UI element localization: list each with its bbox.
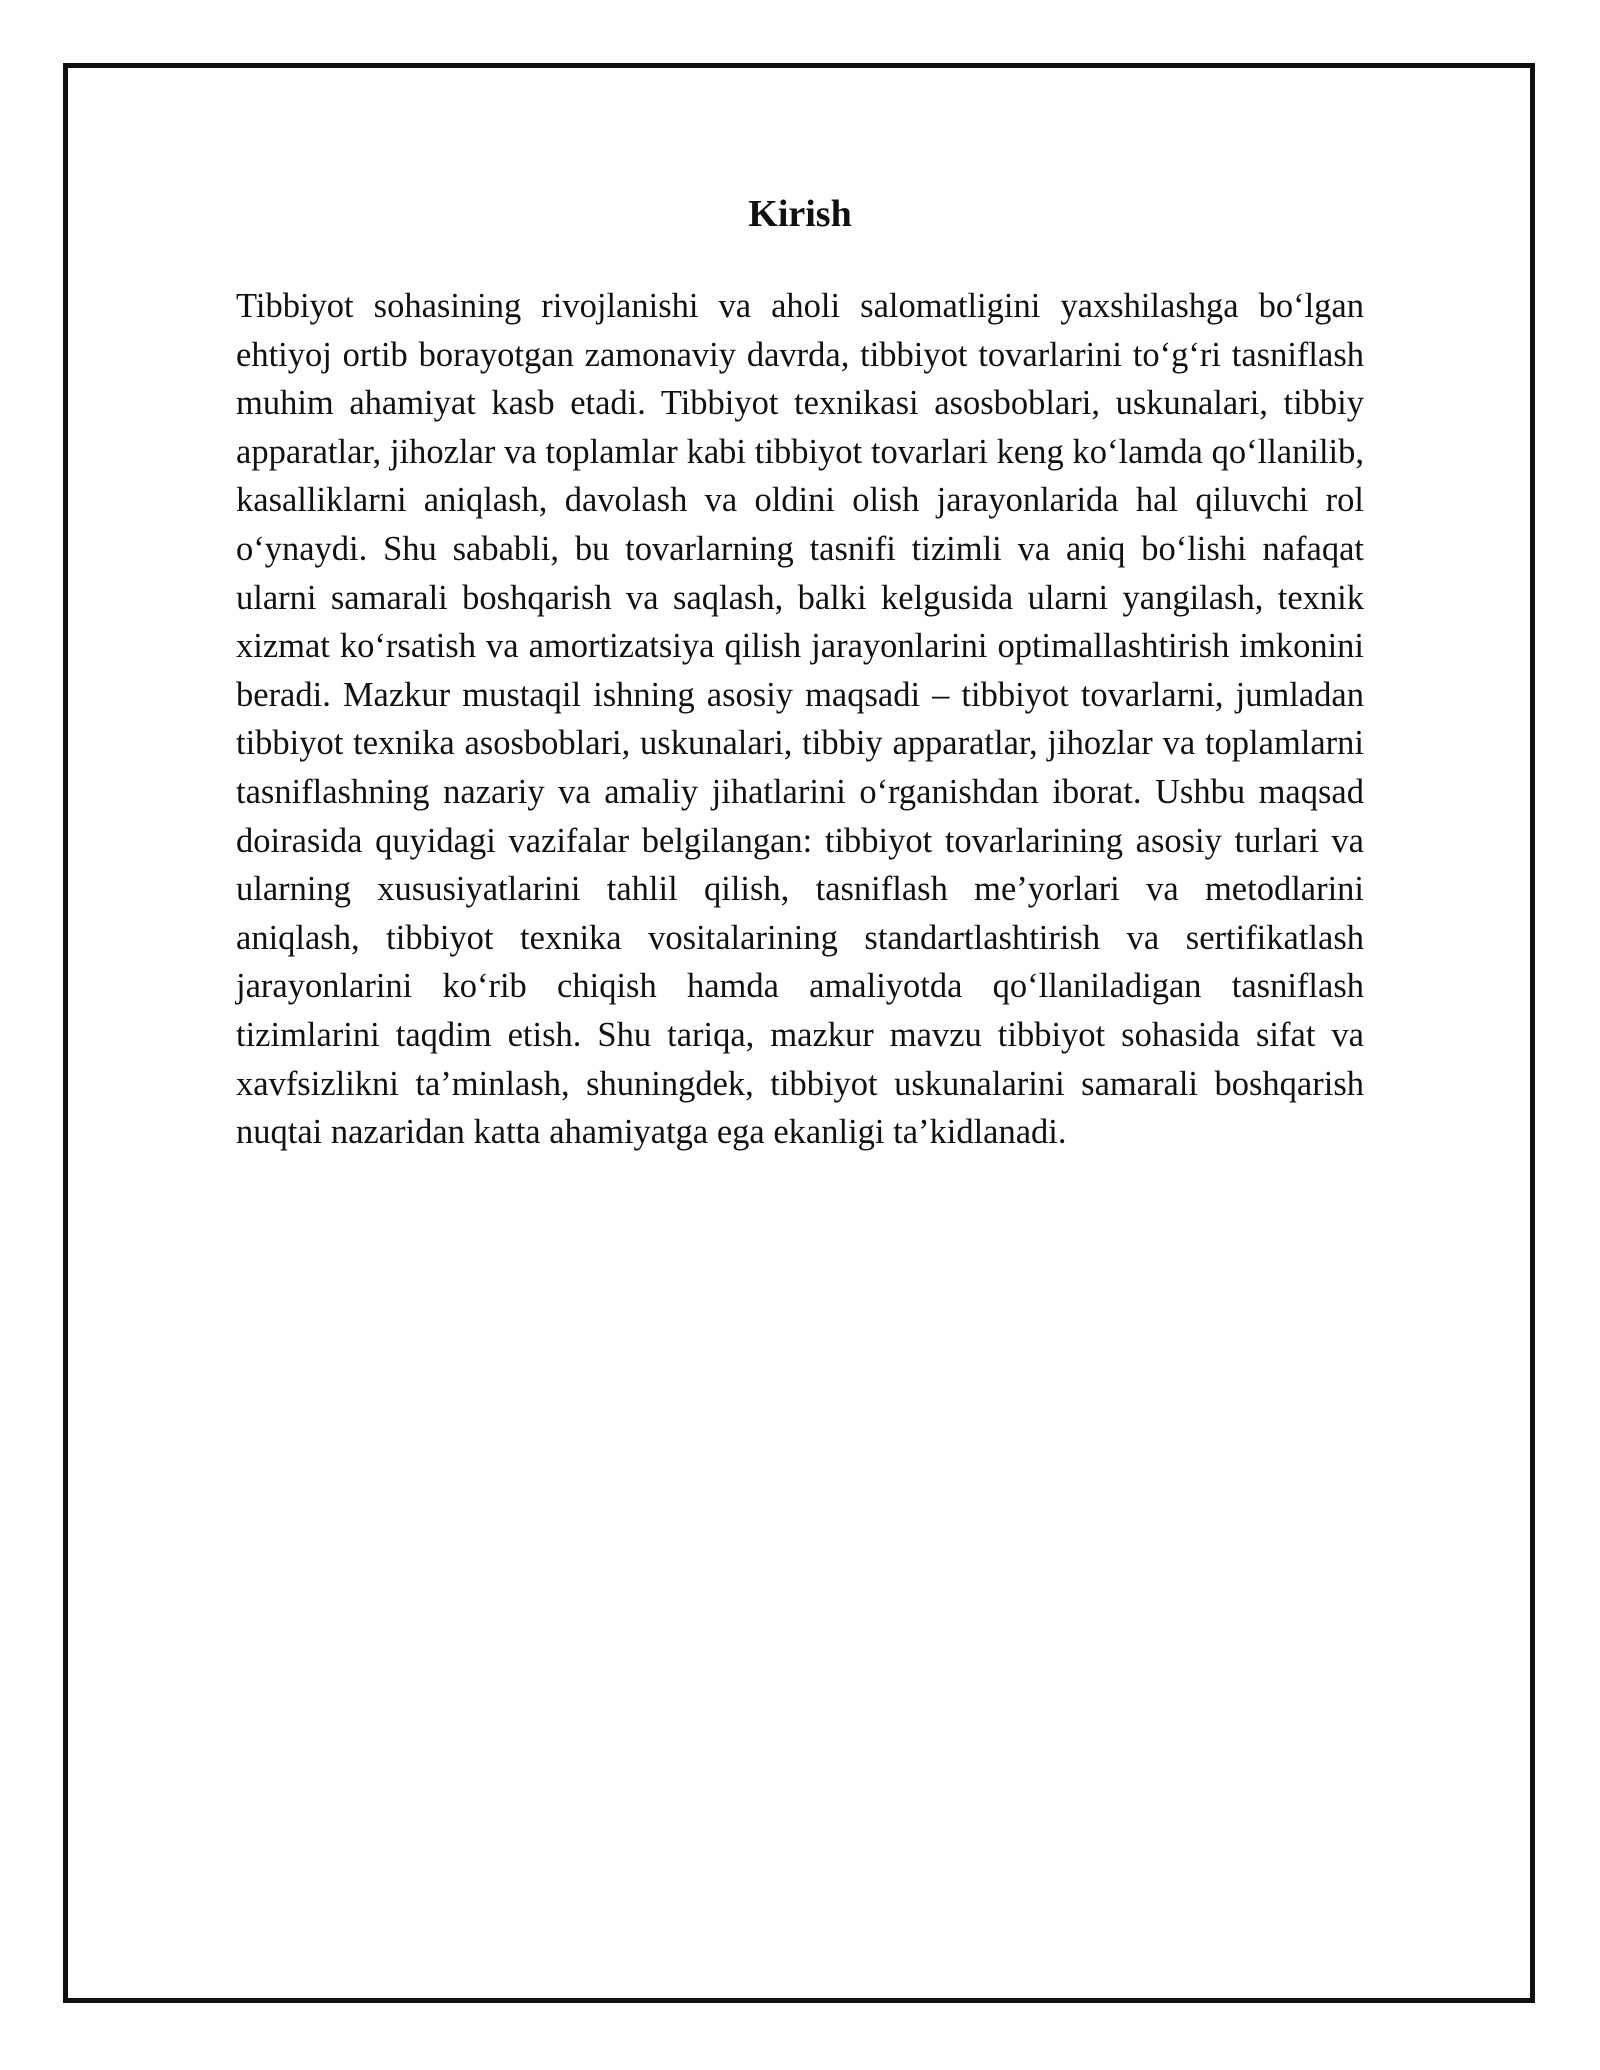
introduction-paragraph: Tibbiyot sohasining rivojlanishi va aholi salomatligini yaxshilashga bo‘lgan ehtiyoj ortib borayotgan zamonaviy davrda, tibbiyot tovarlarini to‘g‘ri tasniflash muhim ahamiyat kasb etadi. Tibbiyot texnikasi asosboblari, uskunalari, tibbiy apparatlar, jihozlar va toplamlar kabi tibbiyot tovarlari keng ko‘lamda qo‘llanilib, kasalliklarni aniqlash, davolash va oldini olish jarayonlarida hal qiluvchi rol o‘ynaydi. Shu sababli, bu tovarlarning tasnifi tizimli va aniq bo‘lishi nafaqat ularni samarali boshqarish va saqlash, balki kelgusida ularni yangilash, texnik xizmat ko‘rsatish va amortizatsiya qilish jarayonlarini optimallashtirish imkonini beradi. Mazkur mustaqil ishning asosiy maqsadi – tibbiyot tovarlarni, jumladan tibbiyot texnika asosboblari, uskunalari, tibbiy apparatlar, jihozlar va toplamlarni tasniflashning nazariy va amaliy jihatlarini o‘rganishdan iborat. Ushbu maqsad doirasida quyidagi vazifalar belgilangan: tibbiyot tovarlarining asosiy turlari va ularning xususiyatlarini tahlil qilish, tasniflash me’yorlari va metodlarini aniqlash, tibbiyot texnika vositalarining standartlashtirish va sertifikatlash jarayonlarini ko‘rib chiqish hamda amaliyotda qo‘llaniladigan tasniflash tizimlarini taqdim etish. Shu tariqa, mazkur mavzu tibbiyot sohasida sifat va xavfsizlikni ta’minlash, shuningdek, tibbiyot uskunalarini samarali boshqarish nuqtai nazaridan katta ahamiyatga ega ekanligi ta’kidlanadi. xyxy=(236,287,1364,1152)
document-title: Kirish xyxy=(748,193,852,235)
document-body xyxy=(236,190,1364,1157)
